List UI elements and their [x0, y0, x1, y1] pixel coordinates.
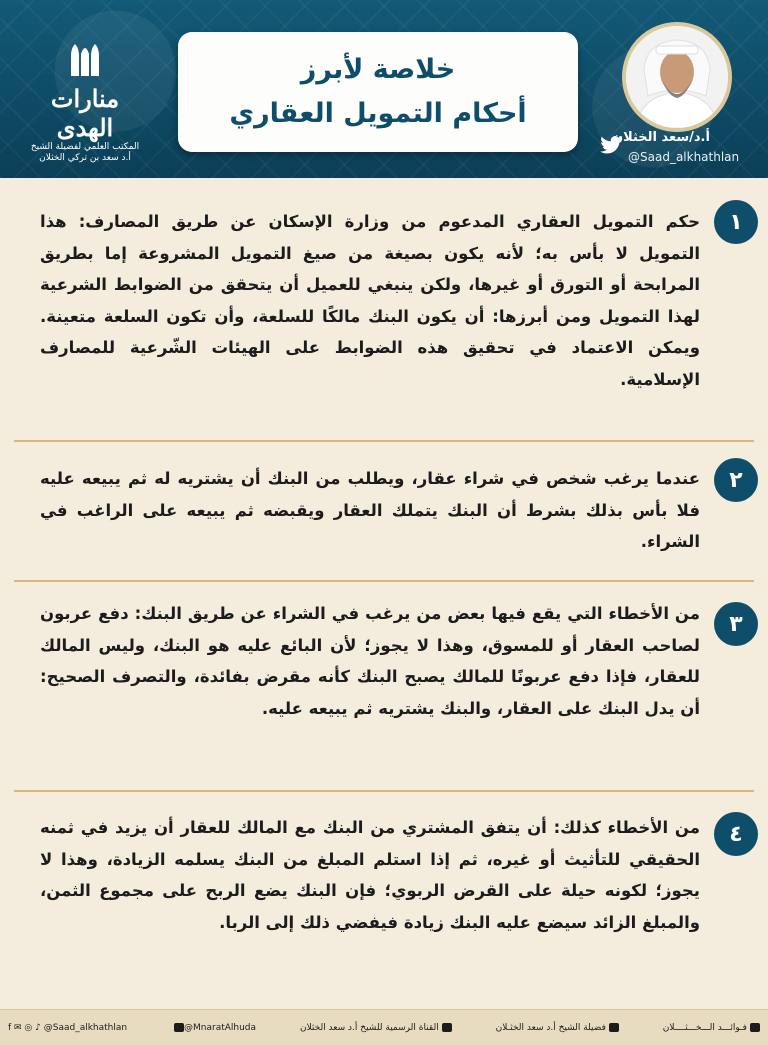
section-number-1: ١ [714, 200, 758, 244]
footer-item-4[interactable]: @MnaratAlhuda [171, 1023, 256, 1033]
youtube-icon [750, 1023, 760, 1032]
footer-item-2[interactable]: فضيلة الشيخ أ.د سعد الخثـلان [496, 1023, 619, 1033]
person-icon [626, 26, 728, 128]
section-text-2: عندما يرغب شخص في شراء عقار، ويطلب من البنك أن يشتريه له ثم يبيعه عليه فلا بأس بذلك بشرط أن البنك يتملك العقار ويقبضه ثم يبيعه على الراغب في الشراء. [40, 469, 700, 551]
twitter-icon [174, 1023, 184, 1032]
footer-item-3[interactable]: القناة الرسمية للشيخ أ.د سعد الخثلان [300, 1023, 452, 1033]
author-handle: @Saad_alkhathlan [628, 150, 740, 164]
section-text-1: حكم التمويل العقاري المدعوم من وزارة الإسكان عن طريق المصارف: هذا التمويل لا بأس به؛ لأنه يكون بصيغة من صيغ التمويل المشروعة إما بطريق المرابحة أو التورق أو غيرها، ولكن ينبغي للعميل أن يتحقق من الضوابط الشرعية لهذا التمويل ومن أبرزها: أن يكون البنك مالكًا للسلعة، وأن تكون السلعة متعينة. ويمكن الاعتماد في تحقيق هذه الضوابط على الهيئات الشّرعية للمصارف الإسلامية. [40, 212, 700, 389]
title-line-2: أحكام التمويل العقاري [229, 98, 527, 129]
logo-caption-1: المكتب العلمي لفضيلة الشيخ [30, 142, 140, 152]
social-icons: f ✉ ◎ ♪ [8, 1022, 44, 1033]
divider-3 [14, 790, 754, 792]
section-text-3: من الأخطاء التي يقع فيها بعض من يرغب في الشراء عن طريق البنك: دفع عربون لصاحب العقار أو للمسوق، وهذا لا يجوز؛ لأن البائع عليه هو البنك، وليس المالك للعقار، فإذا دفع عربونًا للمالك يصبح البنك كأنه مقرض بفائدة، والتصرف الصحيح: أن يدل البنك على العقار، والبنك يشتريه ثم يبيعه عليه. [40, 604, 700, 718]
header-banner [0, 0, 768, 178]
section-number-3: ٣ [714, 602, 758, 646]
footer [0, 1009, 768, 1045]
section-text-4: من الأخطاء كذلك: أن يتفق المشتري من البنك مع المالك للعقار أن يزيد في ثمنه الحقيقي للتأثيث أو غيره، ثم إذا استلم المبلغ من البنك يسلمه الزيادة، وهذا لا يجوز؛ لكونه حيلة على القرض الربوي؛ فإن البنك يضع الربح على مجموع الثمن، والمبلغ الزائد سيضع عليه البنك زيادة فيفضي ذلك إلى الربا. [40, 818, 700, 932]
divider-1 [14, 440, 754, 442]
avatar [622, 22, 732, 132]
mosque-icon [65, 42, 105, 76]
telegram-icon [442, 1023, 452, 1032]
logo-brand: منارات الهدى [50, 84, 120, 142]
divider-2 [14, 580, 754, 582]
section-number-2: ٢ [714, 458, 758, 502]
logo-caption-2: أ.د سعد بن تركي الخثلان [39, 153, 131, 163]
logo [30, 42, 140, 166]
youtube-icon [609, 1023, 619, 1032]
footer-item-1[interactable]: فـوائـــد الـــخـــثــــلان [663, 1023, 760, 1033]
author-name: أ.د/سعد الخثلان [612, 130, 710, 145]
section-number-4: ٤ [714, 812, 758, 856]
title-box [178, 32, 578, 152]
title-line-1: خلاصة لأبرز [300, 54, 456, 85]
footer-item-5[interactable]: f ✉ ◎ ♪ @Saad_alkhathlan [8, 1022, 128, 1033]
